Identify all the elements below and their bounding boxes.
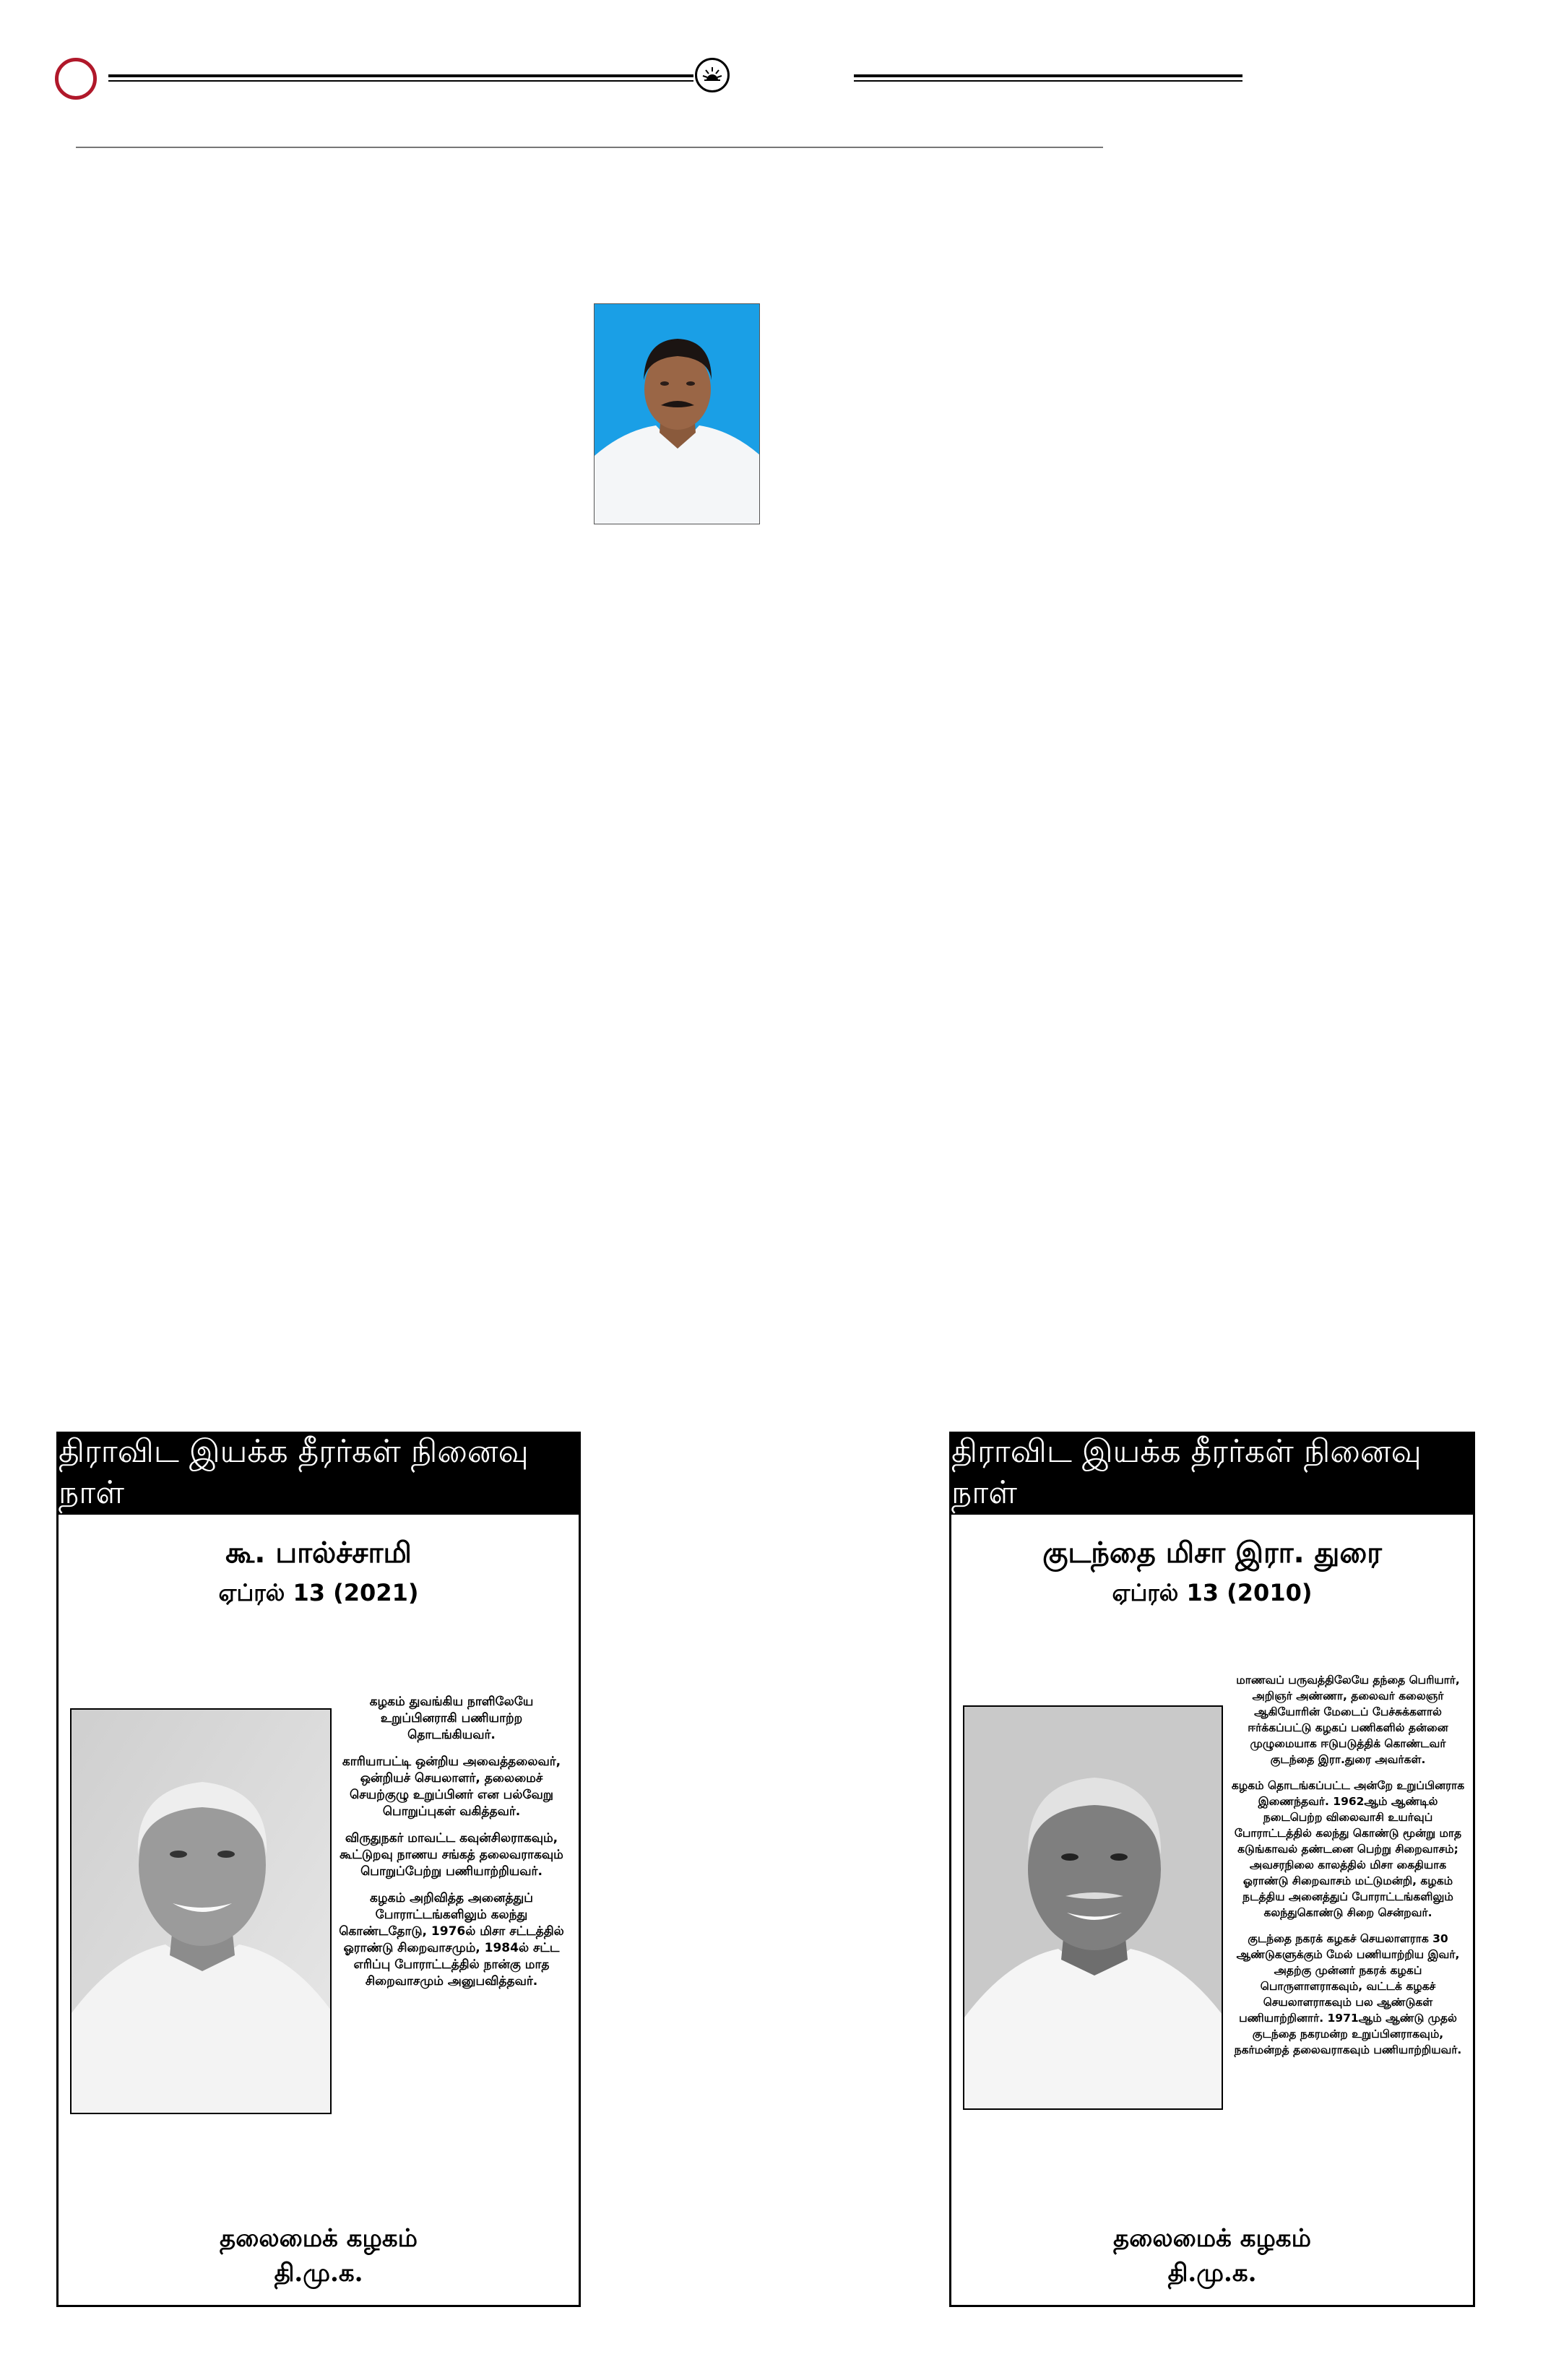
- footer-party: தி.மு.க.: [1167, 2259, 1257, 2288]
- footer-headquarters: தலைமைக் கழகம்: [220, 2224, 418, 2253]
- bio-paragraph: குடந்தை நகரக் கழகச் செயலாளராக 30 ஆண்டுகளுக்கும் மேல் பணியாற்றிய இவர், அதற்கு முன்னர் நகரக் கழகப் பொருளாளராகவும், வட்டக் கழகச் செயலாளராகவும் பல ஆண்டுகள் பணியாற்றினார். 1971ஆம் ஆண்டு முதல் குடந்தை நகரமன்ற உறுப்பினராகவும், நகர்மன்றத் தலைவராகவும் பணியாற்றியவர்.: [1234, 1932, 1462, 2056]
- page-number-circle: [55, 58, 97, 100]
- footer-party: தி.மு.க.: [274, 2259, 363, 2288]
- rising-sun-emblem-icon: [695, 58, 730, 92]
- memorial-card-left: [56, 1432, 581, 2307]
- person-name: கூ. பால்ச்சாமி: [225, 1536, 412, 1570]
- card-banner: திராவிட இயக்க தீரர்கள் நினைவு நாள்: [951, 1434, 1473, 1515]
- section-divider: [76, 147, 1103, 148]
- card-biography: [336, 1694, 567, 2000]
- header-rule-right: [854, 74, 1242, 77]
- bio-paragraph: கழகம் அறிவித்த அனைத்துப் போராட்டங்களிலும் கலந்து கொண்டதோடு, 1976ல் மிசா சட்டத்தில் ஓராண்டு சிறைவாசமும், 1984ல் சட்ட எரிப்பு போராட்டத்தில் நான்கு மாத சிறைவாசமும் அனுபவித்தவர்.: [339, 1891, 564, 1989]
- header-rule-right-thin: [854, 80, 1242, 82]
- bio-paragraph: விருதுநகர் மாவட்ட கவுன்சிலராகவும், கூட்டுறவு நாணய சங்கத் தலைவராகவும் பொறுப்பேற்று பணியாற்றியவர்.: [340, 1831, 563, 1879]
- bio-paragraph: கழகம் தொடங்கப்பட்ட அன்றே உறுப்பினராக இணைந்தவர். 1962ஆம் ஆண்டில் நடைபெற்ற விலைவாசி உயர்வுப் போராட்டத்தில் கலந்து கொண்டு மூன்று மாத கடுங்காவல் தண்டனை பெற்று சிறைவாசம்; அவசரநிலை காலத்தில் மிசா கைதியாக ஓராண்டு சிறைவாசம் மட்டுமன்றி, கழகம் நடத்திய அனைத்துப் போராட்டங்களிலும் கலந்துகொண்டு சிறை சென்றவர்.: [1231, 1779, 1465, 1919]
- card-footer: [59, 2221, 579, 2290]
- footer-headquarters: தலைமைக் கழகம்: [1113, 2224, 1311, 2253]
- bio-paragraph: கழகம் துவங்கிய நாளிலேயே உறுப்பினராகி பணியாற்ற தொடங்கியவர்.: [369, 1695, 534, 1742]
- bio-paragraph: மாணவப் பருவத்திலேயே தந்தை பெரியார், அறிஞர் அண்ணா, தலைவர் கலைஞர் ஆகியோரின் மேடைப் பேச்சுக்களால் ஈர்க்கப்பட்டு கழகப் பணிகளில் தன்னை முழுமையாக ஈடுபடுத்திக் கொண்டவர் குடந்தை இரா.துரை அவர்கள்.: [1236, 1674, 1460, 1766]
- bio-paragraph: காரியாபட்டி ஒன்றிய அவைத்தலைவர், ஒன்றியச் செயலாளர், தலைமைச் செயற்குழு உறுப்பினர் என பல்வேறு பொறுப்புகள் வகித்தவர்.: [342, 1754, 561, 1819]
- card-biography: [1230, 1672, 1466, 2068]
- top-portrait-photo: [594, 303, 760, 524]
- memorial-card-right: [949, 1432, 1475, 2307]
- person-photo: [963, 1705, 1223, 2110]
- header-rule-left: [108, 74, 693, 77]
- memorial-date: ஏப்ரல் 13 (2010): [1112, 1579, 1313, 1606]
- header-rule-left-thin: [108, 80, 693, 82]
- person-photo: [70, 1708, 332, 2114]
- memorial-date: ஏப்ரல் 13 (2021): [218, 1579, 419, 1606]
- card-banner: திராவிட இயக்க தீரர்கள் நினைவு நாள்: [59, 1434, 579, 1515]
- card-footer: [951, 2221, 1473, 2290]
- person-name: குடந்தை மிசா இரா. துரை: [1042, 1536, 1382, 1570]
